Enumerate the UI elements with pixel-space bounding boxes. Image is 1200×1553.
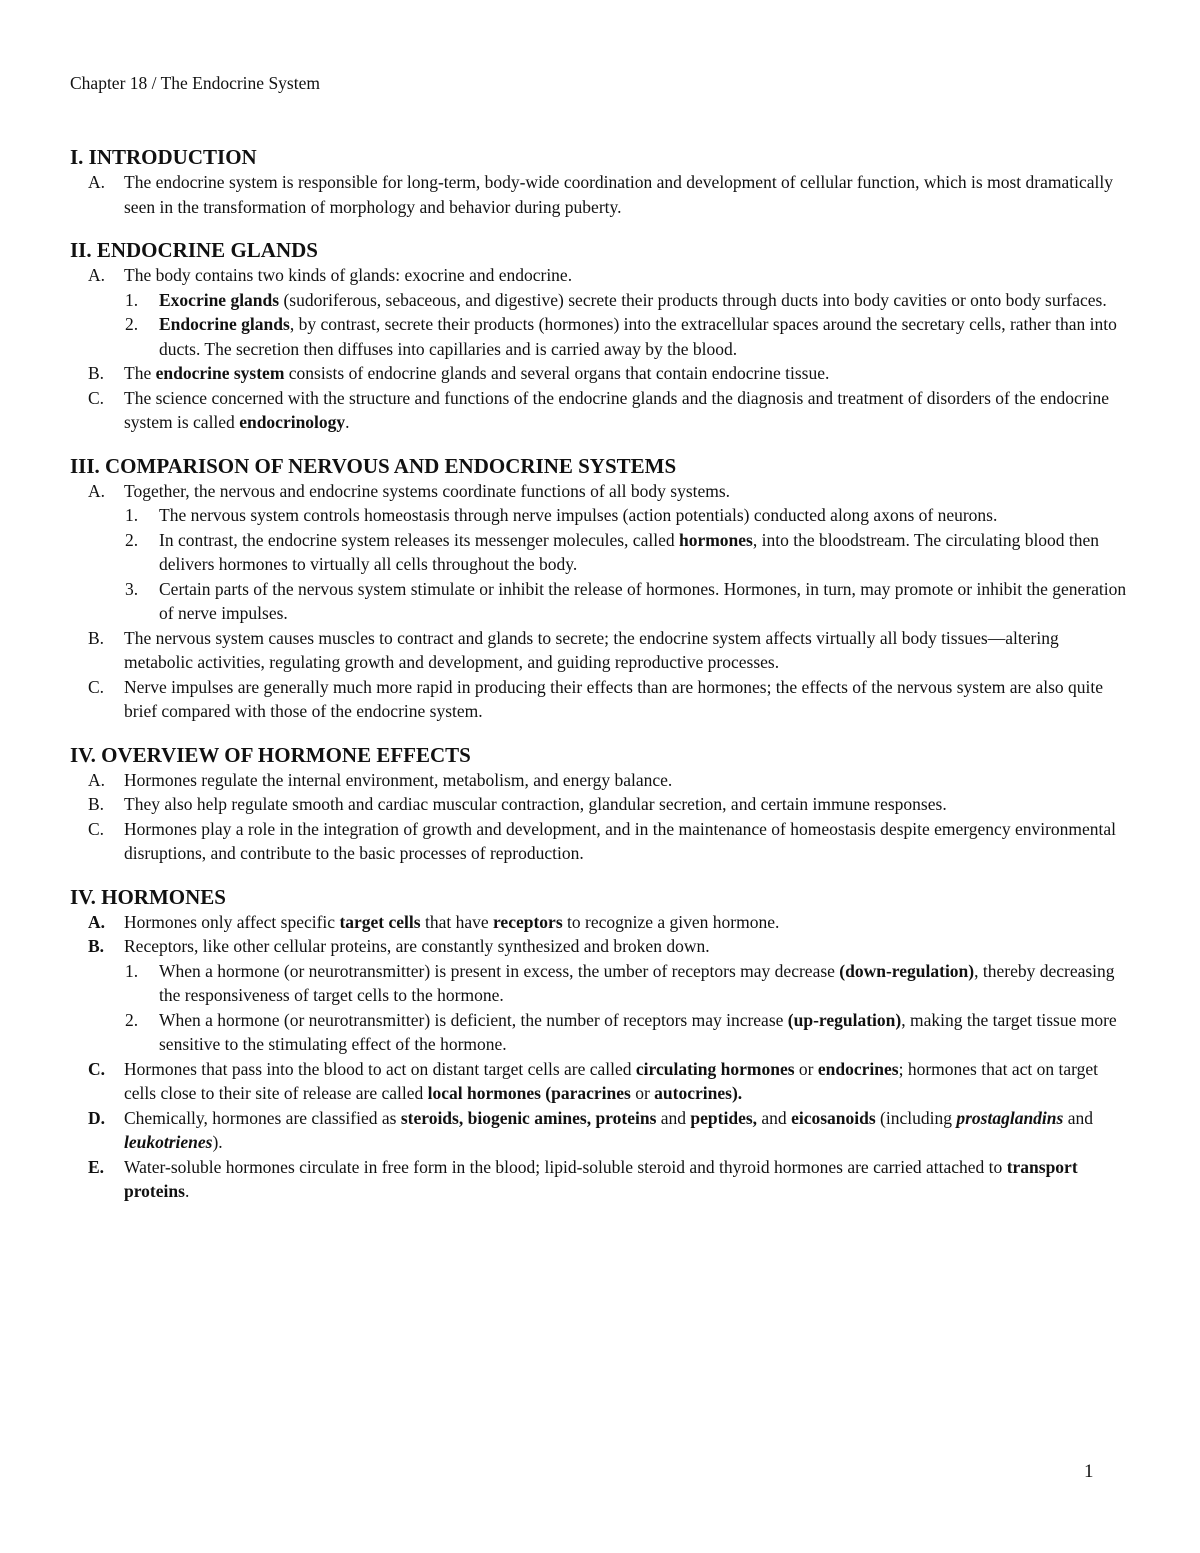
item-text: including [885,1107,957,1128]
item-marker: 2. [125,314,139,334]
outline-item [70,792,1130,817]
item-marker: A. [88,769,106,790]
bold-term: receptors [492,911,563,932]
outline-item [70,910,1130,935]
item-marker: A. [88,265,106,285]
item-text: Chemically, hormones are classified as [124,1107,401,1128]
section [70,453,1130,724]
item-marker: B. [88,627,105,648]
item-text: . [345,412,350,432]
bold-term: (up-regulation) [787,1009,902,1030]
outline-item [70,768,1130,793]
outline-item [70,361,1130,386]
bold-term: eicosanoids [791,1107,876,1128]
bold-term: circulating hormones [635,1058,795,1079]
item-text: . [184,1181,190,1201]
item-text: , thereby decreasing the responsiveness of target cells to the hormone. [159,960,1115,1005]
section [70,742,1130,866]
section [70,884,1130,1204]
page-header: Chapter 18 / The Endocrine System [70,73,320,93]
bold-term: endocrine system [155,363,285,383]
item-text: Hormones play a role in the integration of growth and development, and in the maintenance of homeostasis despite emergency environmental disruptions, and contribute to the basic processes of reproduction. [124,818,1117,863]
outline-item [70,626,1130,675]
item-text: (sudoriferous, sebaceous, and digestive) secrete their products through ducts into body cavities or onto body surfaces. [279,289,1107,310]
bold-term: prostaglandins [956,1107,1064,1128]
item-text: The body contains two kinds of glands: exocrine and endocrine. [124,265,573,285]
item-text: Hormones that pass into the blood to act on distant target cells are called [124,1058,636,1079]
item-marker: E. [88,1156,105,1177]
item-text: to recognize a given hormone. [562,911,780,932]
item-marker: 3. [125,578,139,599]
section-title: I. INTRODUCTION [70,145,257,169]
bold-term: endocrinology [239,412,346,432]
bold-term: (down-regulation) [839,960,975,981]
item-text: They also help regulate smooth and cardiac muscular contraction, glandular secretion, and certain immune responses. [124,794,947,814]
item-marker: 1. [125,960,139,981]
page-number: 1 [1084,1461,1094,1482]
section-title: II. ENDOCRINE GLANDS [70,238,318,262]
item-text: The nervous system causes muscles to contract and glands to secrete; the endocrine system affects virtually all body tissues—altering metabolic activities, regulating growth and development, and guiding reproductive processes. [124,627,1059,672]
item-text: Hormones regulate the internal environment, metabolism, and energy balance. [124,769,673,790]
outline-item [70,675,1130,724]
outline-subitem [70,1008,1130,1057]
section [70,237,1130,435]
item-text: Certain parts of the nervous system stimulate or inhibit the release of hormones. Hormones, in turn, may promote or inhibit the generation of nerve impulses. [159,578,1127,623]
section-title: IV. HORMONES [70,884,226,909]
item-text: and [757,1107,792,1128]
item-text: Receptors, like other cellular proteins, are constantly synthesized and broken down. [124,936,710,956]
outline-item [70,386,1130,435]
item-text: ( [875,1107,886,1128]
bold-term: peptides, [690,1107,758,1128]
bold-term: target cells [339,911,421,932]
item-text: that have [420,911,493,932]
outline-item [70,1106,1130,1155]
outline-item [70,1155,1130,1204]
item-marker: 2. [125,1009,139,1030]
section-title: IV. OVERVIEW OF HORMONE EFFECTS [70,742,471,767]
item-text: or [630,1083,655,1103]
item-text: ; hormones that act on target cells close to their site of release are called [124,1058,1098,1103]
item-text: When a hormone (or neurotransmitter) is present in excess, the umber of receptors may decrease [159,960,840,981]
outline-subitem [70,959,1130,1008]
item-marker: A. [88,480,106,501]
outline-subitem [70,503,1130,528]
item-text: ). [212,1132,223,1152]
outline-subitem [70,312,1130,361]
bold-term: local hormones (paracrines [427,1083,631,1103]
item-text: The [124,363,156,383]
item-text: When a hormone (or neurotransmitter) is deficient, the number of receptors may increase [159,1009,788,1030]
item-marker: C. [88,1058,106,1079]
bold-term: leukotrienes [124,1132,213,1152]
outline-subitem [70,577,1130,626]
item-text: Water-soluble hormones circulate in free form in the blood; lipid-soluble steroid and thyroid hormones are carried attached to [124,1156,1007,1177]
outline-item [70,817,1130,866]
item-text: Nerve impulses are generally much more rapid in producing their effects than are hormones; the effects of the nervous system are also quite brief compared with those of the endocrine system. [124,676,1104,721]
bold-term: autocrines). [654,1083,743,1103]
item-text: and [656,1107,691,1128]
item-text: The nervous system controls homeostasis through nerve impulses (action potentials) conducted along axons of neurons. [159,505,998,525]
item-text: and [1063,1107,1093,1128]
item-text: The endocrine system is responsible for long-term, body-wide coordination and development of cellular function, which is most dramatically seen in the transformation of morphology and behavior during puberty. [124,172,1113,217]
bold-term: hormones [678,529,753,550]
item-marker: 1. [125,505,139,525]
item-text: , making the target tissue more sensitive to the stimulating effect of the hormone. [159,1009,1117,1054]
item-text: Hormones only affect specific [124,911,340,932]
item-marker: B. [88,936,105,956]
item-text: , into the bloodstream. The circulating blood then delivers hormones to virtually all cells throughout the body. [159,529,1100,574]
section-title: III. COMPARISON OF NERVOUS AND ENDOCRINE SYSTEMS [70,453,677,478]
item-marker: 2. [125,529,139,550]
item-text: or [794,1058,818,1079]
outline-subitem [70,288,1130,313]
section [70,144,1130,219]
document-body [70,144,1130,1204]
outline-item [70,170,1130,219]
item-marker: C. [88,387,105,408]
item-text: , by contrast, secrete their products (hormones) into the extracellular spaces around the secretary cells, rather than into ducts. The secretion then diffuses into capillaries and is carried away by the blood. [159,314,1117,359]
document-page [70,72,1130,1222]
outline-subitem [70,528,1130,577]
item-marker: C. [88,818,105,839]
item-marker: C. [88,676,105,697]
item-text: In contrast, the endocrine system releases its messenger molecules, called [159,529,679,550]
bold-term: endocrines [817,1058,899,1079]
outline-item [70,1057,1130,1106]
item-text: consists of endocrine glands and several organs that contain endocrine tissue. [284,363,830,383]
item-text: Together, the nervous and endocrine systems coordinate functions of all body systems. [124,480,731,501]
item-marker: B. [88,794,105,814]
outline-item [70,479,1130,504]
item-marker: 1. [125,289,139,310]
item-marker: A. [88,172,106,192]
bold-term: Endocrine glands [159,314,290,334]
bold-term: Exocrine glands [159,289,280,310]
bold-term: transport proteins [124,1156,1078,1201]
item-marker: D. [88,1107,106,1128]
item-marker: A. [88,911,106,932]
item-text: The science concerned with the structure and functions of the endocrine glands and the diagnosis and treatment of disorders of the endocrine system is called [124,387,1110,432]
outline-item [70,263,1130,288]
bold-term: steroids, biogenic amines, proteins [400,1107,657,1128]
outline-item [70,934,1130,959]
item-marker: B. [88,363,105,383]
